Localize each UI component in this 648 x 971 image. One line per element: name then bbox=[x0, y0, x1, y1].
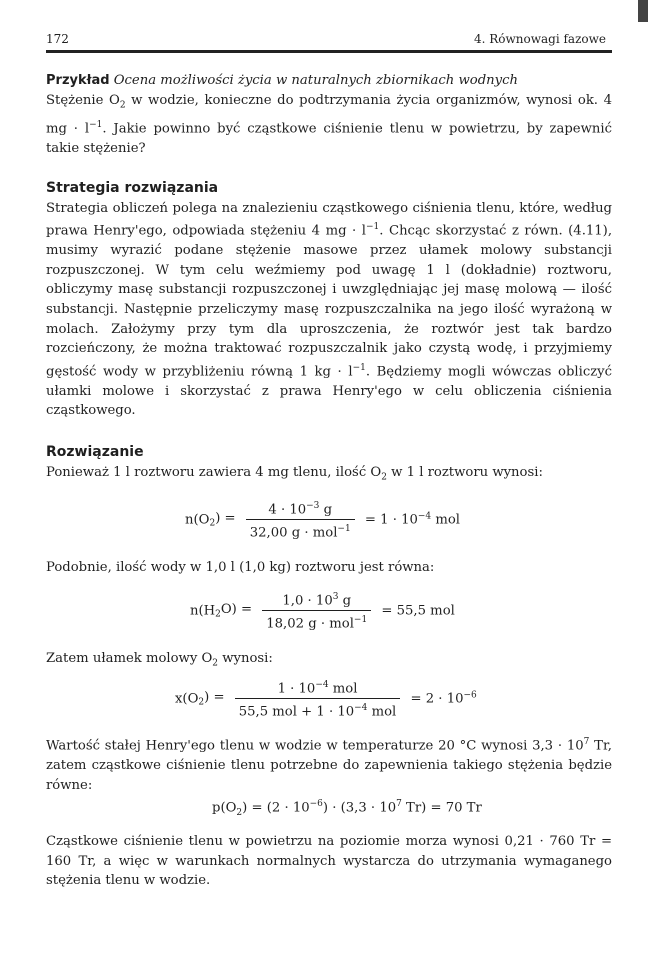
example-title: Ocena możliwości życia w naturalnych zbiornikach wodnych bbox=[113, 73, 518, 88]
solution-text-1b: w 1 l roztworu wynosi: bbox=[386, 464, 543, 480]
eq4-part-1: ) = (2 · 10 bbox=[242, 800, 310, 816]
eq2-result: = 55,5 mol bbox=[381, 603, 455, 619]
equation-p-o2: $p(O_2) = (2 \cdot 10^{-6}) \cdot (3,3 \cdot 10^7$ Tr) = 70 Tr bbox=[212, 799, 482, 819]
eq1-result: = 1 · 10 bbox=[364, 512, 418, 528]
eq1-numerator: 4 · 10 bbox=[268, 502, 307, 518]
strategy-heading: Strategia rozwiązania bbox=[46, 180, 219, 196]
example-block: Przykład Ocena możliwości życia w naturalnych zbiornikach wodnych Stężenie $O_2$ w wodzie, konieczne do podtrzymania życia organizmów, wynosi ok. 4 mg · $l^{-1}$. Jakie powinno być cząstkowe ciśnienie tlenu w powietrzu, by zapewnić takie stężenie? bbox=[46, 73, 612, 156]
equation-n-h2o: $n(H_2O)$ = $\frac{1,0 \cdot 10^3 g}{18,02 g \cdot mol^{-1}}$ = 55,5 mol bbox=[190, 588, 455, 634]
solution-text-5: Cząstkowe ciśnienie tlenu w powietrzu na poziomie morza wynosi 0,21 · 760 Tr = 160 Tr, a więc w warunkach normalnych wystarcza do utrzymania wymaganego stężenia tlenu w wodzie. bbox=[46, 834, 612, 889]
solution-heading: Rozwiązanie bbox=[46, 444, 144, 460]
strategy-text-1: Strategia obliczeń polega na znalezieniu cząstkowego ciśnienia tlenu, które, według prawa Henry'ego, odpowiada stężeniu 4 mg · l bbox=[46, 200, 612, 239]
equation-x-o2: $x(O_2)$ = $\frac{1 \cdot 10^{-4} mol}{55,5 mol + 1 \cdot 10^{-4} mol}$ = $2 \cdot 10^{-6}$ bbox=[175, 676, 477, 722]
eq2-fraction: $\frac{1,0 \cdot 10^3 g}{18,02 g \cdot mol^{-1}}$ bbox=[262, 588, 371, 634]
solution-text-1a: Ponieważ 1 l roztworu zawiera 4 mg tlenu, ilość O bbox=[46, 464, 382, 480]
solution-text-3-block: Zatem ułamek molowy $O_2$ wynosi: bbox=[46, 651, 273, 669]
example-text-2: w wodzie, konieczne do podtrzymania życia organizmów, wynosi ok. 4 mg · l bbox=[46, 92, 612, 137]
strategy-text-3: . Będziemy mogli wówczas obliczyć ułamki molowe i skorzystać z prawa Henry'ego w celu obliczenia ciśnienia cząstkowego. bbox=[46, 364, 613, 419]
strategy-text-2: . Chcąc skorzystać z równ. (4.11), musimy wyrazić podane stężenie masowe przez ułamek molowy substancji rozpuszczonej. W tym celu weźmiemy pod uwagę 1 l (dokładnie) roztworu, obliczymy masę substancji rozpuszczonej i uwzględniając jej masę molową — ilość substancji. Następnie przeliczymy masę rozpuszczalnika na jego ilość wyrażoną w molach. Założymy przy tym dla uproszczenia, że roztwór jest tak bardzo rozcieńczony, że można traktować rozpuszczalnik jako czystą wodę, i przyjmiemy gęstość wody w przybliżeniu równą 1 kg · l bbox=[46, 223, 613, 380]
page-corner-mark bbox=[638, 0, 648, 22]
chapter-title: 4. Równowagi fazowe bbox=[473, 32, 606, 46]
solution-text-4b: Tr, zatem cząstkowe ciśnienie tlenu potrzebne do zapewnienia takiego stężenia będzie równe: bbox=[46, 738, 612, 793]
eq3-result: = 2 · 10 bbox=[410, 691, 464, 707]
header-rule bbox=[46, 50, 612, 53]
eq1-fraction: $\frac{4 \cdot 10^{-3} g}{32,00 g \cdot mol^{-1}}$ bbox=[246, 497, 355, 543]
eq1-denominator: 32,00 g · mol bbox=[249, 525, 338, 541]
eq2-denominator: 18,02 g · mol bbox=[266, 616, 354, 632]
eq4-part-2: ) · (3,3 · 10 bbox=[322, 800, 397, 816]
eq4-lhs: p(O bbox=[212, 800, 237, 816]
eq4-part-3: Tr) = 70 Tr bbox=[401, 800, 482, 816]
eq3-lhs: x(O bbox=[175, 691, 199, 707]
eq1-lhs: n(O bbox=[185, 512, 210, 528]
example-text-3: . Jakie powinno być cząstkowe ciśnienie tlenu w powietrzu, by zapewnić takie stężenie? bbox=[46, 121, 612, 156]
eq2-numerator: 1,0 · 10 bbox=[282, 593, 333, 609]
solution-text-3: Zatem ułamek molowy O bbox=[46, 651, 213, 666]
eq3-numerator: 1 · 10 bbox=[277, 681, 316, 697]
solution-text-4a: Wartość stałej Henry'ego tlenu w wodzie w temperaturze 20 °C wynosi 3,3 · 10 bbox=[46, 738, 584, 754]
equation-n-o2: $n(O_2)$ = $\frac{4 \cdot 10^{-3} g}{32,00 g \cdot mol^{-1}}$ = $1 \cdot 10^{-4}$ mol bbox=[185, 497, 460, 543]
solution-text-4-block: Wartość stałej Henry'ego tlenu w wodzie w temperaturze 20 °C wynosi $3,3 \cdot 10^7$ Tr, zatem cząstkowe ciśnienie tlenu potrzebne do zapewnienia takiego stężenia będzie równe: bbox=[46, 737, 612, 793]
page-number: 172 bbox=[46, 32, 69, 46]
example-label: Przykład bbox=[46, 73, 110, 88]
eq1-unit: mol bbox=[431, 512, 461, 528]
solution-text-3b: wynosi: bbox=[218, 651, 273, 666]
eq2-lhs: n(H bbox=[190, 603, 216, 619]
solution-text-2: Podobnie, ilość wody w 1,0 l (1,0 kg) roztworu jest równa: bbox=[46, 560, 435, 575]
eq3-fraction: $\frac{1 \cdot 10^{-4} mol}{55,5 mol + 1 \cdot 10^{-4} mol}$ bbox=[235, 676, 401, 722]
strategy-block: Strategia rozwiązania Strategia obliczeń polega na znalezieniu cząstkowego ciśnienia tlenu, które, według prawa Henry'ego, odpowiada stężeniu 4 mg · $l^{-1}$. Chcąc skorzystać z równ. (4.11), musimy wyrazić podane stężenie masowe przez ułamek molowy substancji rozpuszczonej. W tym celu weźmiemy pod uwagę 1 l (dokładnie) roztworu, obliczymy masę substancji rozpuszczonej i uwzględniając jej masę molową — ilość substancji. Następnie przeliczymy masę rozpuszczalnika na jego ilość wyrażoną w molach. Założymy przy tym dla uproszczenia, że roztwór jest tak bardzo rozcieńczony, że można traktować rozpuszczalnik jako czystą wodę, i przyjmiemy gęstość wody w przybliżeniu równą 1 kg · $l^{-1}$. Będziemy mogli wówczas obliczyć ułamki molowe i skorzystać z prawa Henry'ego w celu obliczenia ciśnienia cząstkowego. bbox=[46, 180, 613, 419]
example-text-1: Stężenie O bbox=[46, 92, 120, 108]
solution-block: Rozwiązanie Ponieważ 1 l roztworu zawiera 4 mg tlenu, ilość $O_2$ w 1 l roztworu wynosi: bbox=[46, 443, 612, 488]
eq3-denominator: 55,5 mol + 1 · 10 bbox=[238, 704, 355, 720]
